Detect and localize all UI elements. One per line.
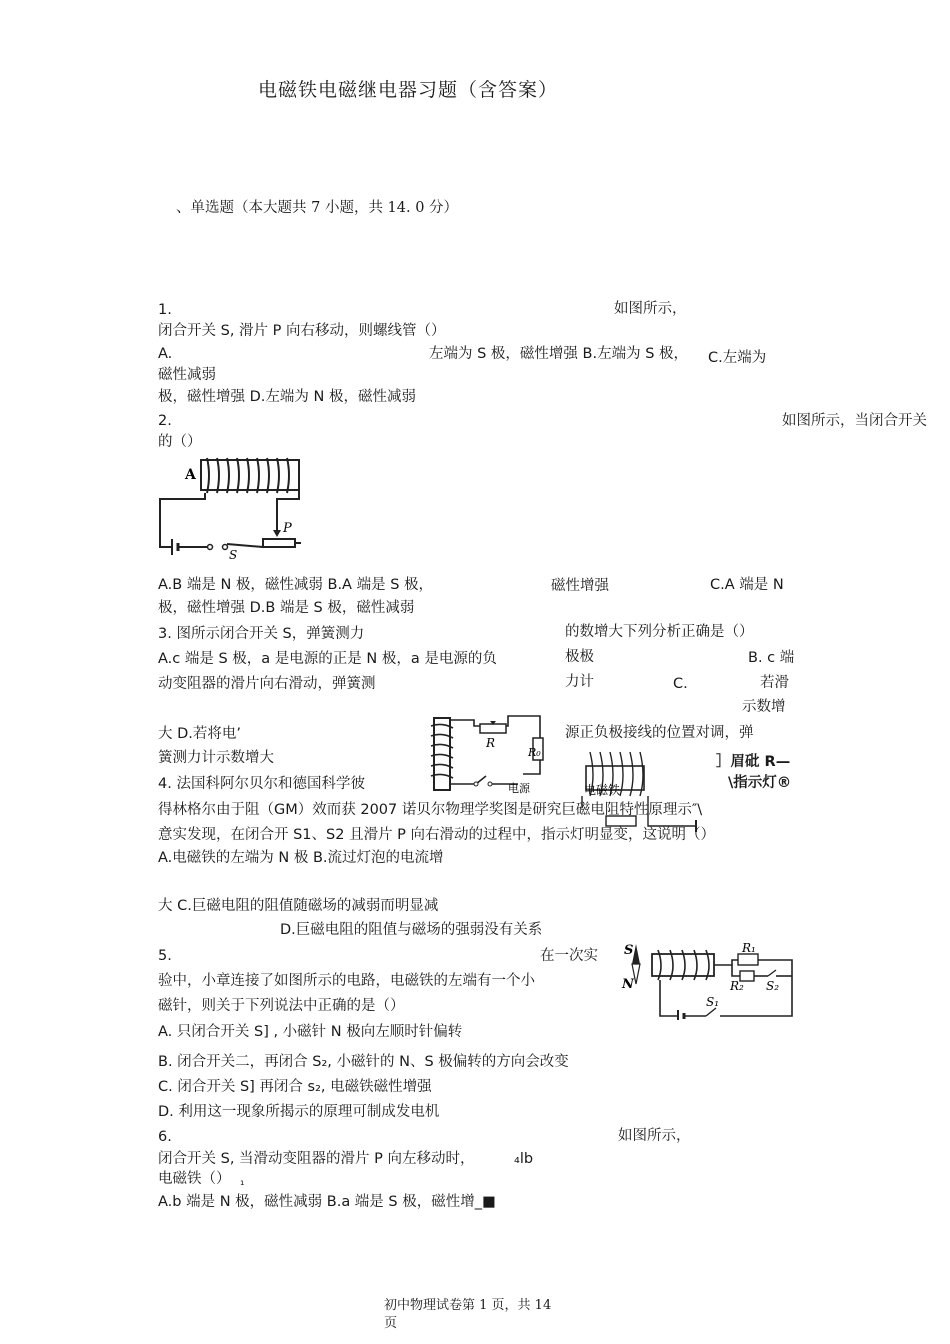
q3-options-line1: A.c 端是 S 极，a 是电源的正是 N 极，a 是电源的负: [158, 651, 497, 667]
q3-options-line2-right: 若滑: [760, 675, 789, 691]
q3-options-line4: 大 D.若将电’: [158, 726, 241, 742]
q3-stem-right: 的数增大下列分析正确是（）: [565, 624, 754, 640]
q2-stem: 的（）: [158, 434, 202, 450]
q4-option-d: D.巨磁电阻的阻值与磁场的强弱没有关系: [280, 922, 543, 938]
q5-option-a: A. 只闭合开关 S] , 小磁针 N 极向左顺时针偏转: [158, 1024, 463, 1040]
q4-options-line1: A.电磁铁的左端为 N 极 B.流过灯泡的电流增: [158, 850, 444, 866]
q5-figure-label-r1: R₁: [742, 941, 756, 955]
q2-number: 2.: [158, 413, 172, 429]
q3-options-line4-right: 源正负极接线的位置对调，弹: [565, 725, 754, 741]
q1-lead: 如图所示，: [614, 301, 687, 317]
q3-options-line1-middle: 极极: [565, 649, 594, 665]
q3-spring-balance-circuit-figure: [428, 714, 556, 794]
q5-compass-circuit-figure: [620, 940, 798, 1020]
q3-figure-label-r: R: [486, 736, 496, 750]
q6-lead: 如图所示，: [618, 1128, 691, 1144]
q6-stem-fragment: ₄lb: [514, 1151, 534, 1167]
q2-solenoid-circuit-figure: [155, 455, 305, 560]
q1-stem: 闭合开关 S, 滑片 P 向右移动，则螺线管（）: [158, 323, 446, 339]
q1-options-line: 磁性减弱: [158, 367, 216, 383]
q1-option-c-fragment: C.左端为: [708, 350, 767, 366]
q2-options-line2: 极，磁性增强 D.B 端是 S 极，磁性减弱: [158, 600, 415, 616]
q3-stem-left: 3. 图所示闭合开关 S，弹簧测力: [158, 626, 365, 642]
q3-options-line3-right: 示数增: [742, 699, 786, 715]
q3-options-line2: 动变阻器的滑片向右滑动，弹簧测: [158, 676, 376, 692]
page-footer-line2: 页: [384, 1316, 398, 1331]
q1-options-cd: 极，磁性增强 D.左端为 N 极，磁性减弱: [158, 389, 416, 405]
q2-options-line1-right: C.A 端是 N: [710, 577, 784, 593]
q1-options-ab: 左端为 S 极，磁性增强 B.左端为 S 极，: [429, 346, 689, 362]
q2-figure-label-p: P: [283, 521, 292, 536]
q4-stem-line1: 4. 法国科阿尔贝尔和德国科学彼: [158, 776, 365, 792]
q2-options-line1-middle: 磁性增强: [551, 578, 609, 594]
q4-figure-label-electromagnet: 电磁铁: [584, 783, 621, 797]
q4-figure-text-1: ］眉砒 R—: [716, 754, 791, 770]
q5-stem-line2: 验中，小章连接了如图所示的电路，电磁铁的左端有一个小: [158, 973, 535, 989]
q5-figure-label-r2: R₂: [730, 979, 744, 993]
q2-lead: 如图所示，当闭合开关: [782, 413, 927, 429]
q2-options-line1: A.B 端是 N 极，磁性减弱 B.A 端是 S 极，: [158, 577, 434, 593]
q5-stem-line3: 磁针，则关于下列说法中正确的是（）: [158, 998, 405, 1014]
q4-figure-text-2: \指示灯®: [728, 775, 792, 791]
q3-options-line2-middle: 力计: [565, 674, 594, 690]
q3-figure-label-power: 电源: [508, 782, 530, 794]
q3-options-line5: 簧测力计示数增大: [158, 750, 274, 766]
q4-options-line2: 大 C.巨磁电阻的阻值随磁场的减弱而明显减: [158, 898, 439, 914]
q6-stem-line2: 电磁铁（）: [158, 1171, 231, 1187]
q1-number: 1.: [158, 302, 172, 318]
q6-number: 6.: [158, 1129, 172, 1145]
q5-figure-label-n: N: [622, 977, 634, 992]
q5-figure-label-s2: S₂: [766, 979, 780, 993]
q5-lead: 在一次实: [540, 948, 598, 964]
page-title: 电磁铁电磁继电器习题（含答案）: [258, 79, 559, 101]
q2-figure-label-s: S: [229, 548, 238, 560]
q5-option-b: B. 闭合开关二，再闭合 S₂, 小磁针的 N、S 极偏转的方向会改变: [158, 1054, 569, 1070]
q4-stem-line2: 得林格尔由于阻（GM）效而获 2007 诺贝尔物理学奖图是研究巨磁电阻特性原理示″\: [158, 802, 703, 818]
q2-figure-label-a: A: [185, 467, 196, 483]
q6-stem-line2-fragment: ₁: [240, 1175, 245, 1188]
q3-option-c-label: C.: [673, 676, 688, 692]
q5-number: 5.: [158, 948, 172, 964]
q6-stem: 闭合开关 S, 当滑动变阻器的滑片 P 向左移动时，: [158, 1151, 475, 1167]
q6-options-line1: A.b 端是 N 极，磁性减弱 B.a 端是 S 极，磁性增_■: [158, 1194, 496, 1210]
q4-stem-line3: 意实发现，在闭合开 S1、S2 且滑片 P 向右滑动的过程中，指示灯明显变，这说明（）: [158, 827, 716, 843]
q5-option-c: C. 闭合开关 S] 再闭合 s₂, 电磁铁磁性增强: [158, 1079, 432, 1095]
q5-option-d: D. 利用这一现象所揭示的原理可制成发电机: [158, 1104, 440, 1120]
q5-figure-label-s1: S₁: [706, 995, 720, 1009]
q3-figure-label-r0: R₀: [528, 746, 541, 759]
section-heading: 、单选题（本大题共 7 小题，共 14. 0 分）: [176, 200, 459, 216]
q3-options-line1-right: B. c 端: [748, 650, 795, 666]
page-footer-line1: 初中物理试卷第 1 页，共 14: [384, 1298, 552, 1313]
q5-figure-label-s: S: [624, 943, 634, 958]
q1-option-a-label: A.: [158, 346, 173, 362]
